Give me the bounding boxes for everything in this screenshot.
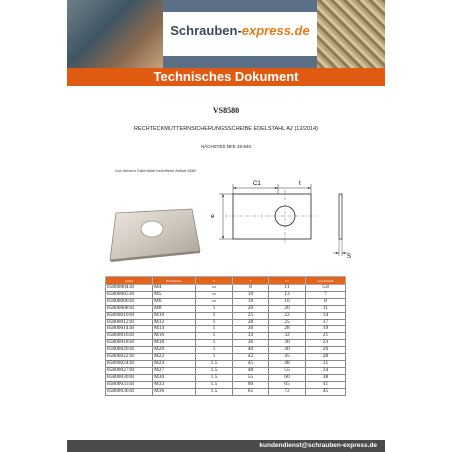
table-row bbox=[106, 319, 346, 326]
table-cell: 8580002018 bbox=[106, 347, 153, 354]
table-cell: 1.5 bbox=[196, 374, 233, 381]
table-header-row bbox=[106, 277, 346, 285]
table-row bbox=[106, 340, 346, 347]
table-cell: M22 bbox=[153, 354, 196, 361]
table-cell: 1 bbox=[196, 319, 233, 326]
table-cell: 8580000818 bbox=[106, 305, 153, 312]
table-cell: 28 bbox=[269, 326, 306, 333]
company-logo bbox=[163, 12, 317, 56]
table-cell: M12 bbox=[153, 319, 196, 326]
table-cell: 17 bbox=[306, 319, 346, 326]
table-cell: 25 bbox=[233, 312, 269, 319]
table-cell: M20 bbox=[153, 347, 196, 354]
table-cell: 16 bbox=[269, 298, 306, 305]
table-cell: 48 bbox=[269, 360, 306, 367]
table-cell: 13 bbox=[269, 291, 306, 298]
table-cell: M10 bbox=[153, 312, 196, 319]
table-cell: 1 bbox=[196, 312, 233, 319]
norm-reference: NÄCHSTES NFE 25-540 bbox=[200, 144, 252, 149]
table-cell: 21 bbox=[306, 333, 346, 340]
table-cell: 8580001818 bbox=[106, 340, 153, 347]
table-cell: 14 bbox=[306, 312, 346, 319]
table-cell: 8580002218 bbox=[106, 354, 153, 361]
table-cell: 55 bbox=[233, 374, 269, 381]
screws-photo bbox=[317, 0, 385, 68]
table-cell: 60 bbox=[233, 381, 269, 388]
table-cell: 1.5 bbox=[196, 388, 233, 395]
table-cell: M24 bbox=[153, 360, 196, 367]
column-header: Durchmesser bbox=[153, 277, 196, 285]
table-cell: 30 bbox=[233, 326, 269, 333]
table-cell: 8580003618 bbox=[106, 388, 153, 395]
table-cell: 8580002418 bbox=[106, 360, 153, 367]
table-cell: 22 bbox=[269, 312, 306, 319]
table-cell: 8580003018 bbox=[106, 374, 153, 381]
table-cell: 28 bbox=[306, 354, 346, 361]
table-cell: 8580000518 bbox=[106, 291, 153, 298]
table-cell: 16 bbox=[233, 298, 269, 305]
table-cell: 1 bbox=[196, 305, 233, 312]
table-cell: 65 bbox=[269, 381, 306, 388]
table-cell: 34 bbox=[306, 367, 346, 374]
table-row bbox=[106, 298, 346, 305]
table-cell: 23 bbox=[306, 340, 346, 347]
table-cell: M36 bbox=[153, 388, 196, 395]
table-cell: 0.8 bbox=[196, 291, 233, 298]
label-s: S bbox=[347, 254, 352, 260]
logo-text-part1: Schrauben- bbox=[170, 23, 242, 38]
table-cell: 45 bbox=[269, 354, 306, 361]
table-cell: 45 bbox=[233, 360, 269, 367]
table-cell: M14 bbox=[153, 326, 196, 333]
table-cell: 7 bbox=[306, 291, 346, 298]
table-cell: 10 bbox=[233, 291, 269, 298]
table-cell: 8580003318 bbox=[106, 381, 153, 388]
table-cell: M30 bbox=[153, 374, 196, 381]
table-cell: 8580001018 bbox=[106, 312, 153, 319]
banner-title: Technisches Dokument bbox=[67, 68, 385, 86]
table-cell: 42 bbox=[233, 354, 269, 361]
table-row bbox=[106, 388, 346, 395]
table-cell: 8580001618 bbox=[106, 333, 153, 340]
table-cell: 0.8 bbox=[196, 298, 233, 305]
technical-drawing bbox=[205, 176, 365, 266]
workshop-photo bbox=[67, 0, 163, 68]
table-cell: 8580001418 bbox=[106, 326, 153, 333]
logo-text-part2: express.de bbox=[241, 23, 310, 38]
footer-email[interactable]: kundendienst@schrauben-express.de bbox=[259, 442, 377, 449]
table-cell: 5.8 bbox=[306, 285, 346, 292]
table-row bbox=[106, 333, 346, 340]
table-cell: 40 bbox=[269, 347, 306, 354]
specification-table bbox=[105, 276, 346, 396]
table-cell: 1.5 bbox=[196, 360, 233, 367]
document-number: VS8580 bbox=[212, 106, 240, 115]
table-row bbox=[106, 312, 346, 319]
table-cell: 1 bbox=[196, 347, 233, 354]
table-cell: 65 bbox=[233, 388, 269, 395]
table-cell: 60 bbox=[269, 374, 306, 381]
document-subtitle: RECHTECKMUTTERNSICHERUNGSSCHEIBE EDELSTAHL A2 (12/2014) bbox=[134, 126, 318, 132]
label-t: t bbox=[299, 181, 301, 187]
table-cell: M18 bbox=[153, 340, 196, 347]
column-header: Gewindemaß bbox=[306, 277, 346, 285]
table-cell: 1 bbox=[196, 326, 233, 333]
table-cell: 8580002718 bbox=[106, 367, 153, 374]
table-cell: 20 bbox=[233, 305, 269, 312]
table-cell: 34 bbox=[233, 333, 269, 340]
table-cell: 25 bbox=[269, 319, 306, 326]
table-row bbox=[106, 291, 346, 298]
table-cell: M5 bbox=[153, 291, 196, 298]
footer-bar bbox=[67, 440, 385, 452]
table-cell: M16 bbox=[153, 333, 196, 340]
table-cell: 41 bbox=[306, 381, 346, 388]
table-row bbox=[106, 347, 346, 354]
table-cell: 55 bbox=[269, 367, 306, 374]
table-cell: M4 bbox=[153, 285, 196, 292]
table-cell: 8 bbox=[233, 285, 269, 292]
table-row bbox=[106, 305, 346, 312]
table-cell: 36 bbox=[233, 340, 269, 347]
table-cell: M33 bbox=[153, 381, 196, 388]
table-cell: 32 bbox=[269, 333, 306, 340]
column-header: S bbox=[196, 277, 233, 285]
table-cell: 31 bbox=[306, 360, 346, 367]
column-header: T bbox=[233, 277, 269, 285]
header-banner bbox=[67, 0, 385, 68]
table-cell: 72 bbox=[269, 388, 306, 395]
column-header: C1 bbox=[269, 277, 306, 285]
table-row bbox=[106, 354, 346, 361]
table-cell: 38 bbox=[306, 374, 346, 381]
table-cell: 19 bbox=[306, 326, 346, 333]
table-cell: 8 bbox=[306, 298, 346, 305]
table-row bbox=[106, 374, 346, 381]
table-cell: 1.5 bbox=[196, 381, 233, 388]
table-cell: 40 bbox=[233, 347, 269, 354]
table-cell: 8580000618 bbox=[106, 298, 153, 305]
table-cell: 48 bbox=[233, 367, 269, 374]
label-e: e bbox=[211, 214, 215, 220]
table-cell: 11 bbox=[306, 305, 346, 312]
label-c1: C1 bbox=[253, 181, 261, 187]
table-cell: 1 bbox=[196, 340, 233, 347]
table-cell: 45 bbox=[306, 388, 346, 395]
table-cell: 1.5 bbox=[196, 367, 233, 374]
table-cell: M8 bbox=[153, 305, 196, 312]
table-cell: M6 bbox=[153, 298, 196, 305]
table-cell: M27 bbox=[153, 367, 196, 374]
table-cell: 1 bbox=[196, 354, 233, 361]
table-cell: 8580001218 bbox=[106, 319, 153, 326]
table-cell: 1 bbox=[196, 333, 233, 340]
article-note: Von diesem Datenblatt betroffene Artikel 8580 bbox=[115, 168, 197, 173]
table-cell: 0.8 bbox=[196, 285, 233, 292]
table-cell: 11 bbox=[269, 285, 306, 292]
table-row bbox=[106, 360, 346, 367]
table-cell: 8580000418 bbox=[106, 285, 153, 292]
table-row bbox=[106, 367, 346, 374]
table-cell: 20 bbox=[269, 305, 306, 312]
column-header: Artikel bbox=[106, 277, 153, 285]
table-cell: 26 bbox=[306, 347, 346, 354]
table-row bbox=[106, 326, 346, 333]
table-body bbox=[106, 285, 346, 396]
table-cell: 28 bbox=[233, 319, 269, 326]
table-row bbox=[106, 381, 346, 388]
table-cell: 36 bbox=[269, 340, 306, 347]
washer-photo bbox=[102, 205, 202, 265]
table-row bbox=[106, 285, 346, 292]
